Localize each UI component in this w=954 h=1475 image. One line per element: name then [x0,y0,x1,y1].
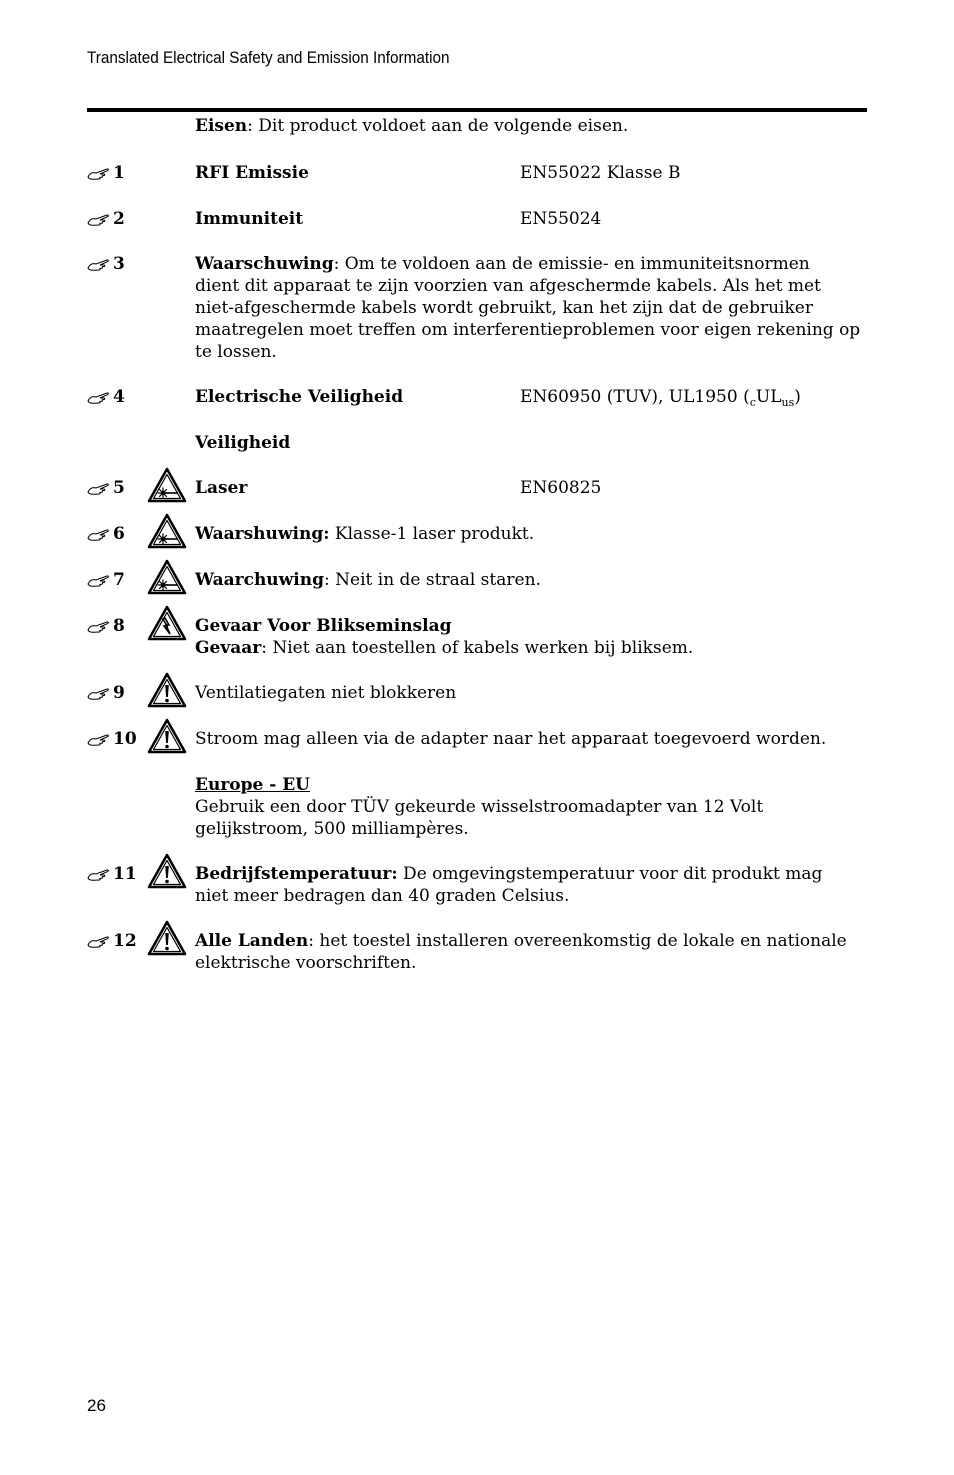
header-rule [87,108,867,112]
item-text: Klasse-1 laser produkt. [329,524,535,544]
item-text-line: De omgevingstemperatuur voor dit produkt mag [397,864,823,884]
pointing-hand-icon [87,258,109,272]
item-label: Bedrijfstemperatuur: [195,864,398,884]
laser-warning-icon [147,467,187,503]
pointing-hand-icon [87,868,109,882]
pointing-hand-icon [87,935,109,949]
item-number: 3 [113,254,125,274]
item-value: EN60950 (TUV), UL1950 $(_cUL_{us})$ [520,387,801,409]
caution-icon [147,853,187,889]
item-label: Waarchuwing [195,570,325,590]
pointing-hand-icon [87,687,109,701]
item-text-line: dient dit apparaat te zijn voorzien van afgeschermde kabels. Als het met [195,276,821,296]
pointing-hand-icon [87,574,109,588]
item-text: : Neit in de straal staren. [324,570,541,590]
item-text: Stroom mag alleen via de adapter naar het apparaat toegevoerd worden. [195,729,827,749]
region-heading: Europe - EU [195,775,310,795]
item-label: Alle Landen [195,931,309,951]
item-text-line: : Om te voldoen aan de emissie- en immuniteitsnormen [333,254,810,274]
item-number: 8 [113,616,125,636]
item-number: 10 [113,729,137,749]
region-text-line: gelijkstroom, 500 milliampères. [195,819,469,839]
intro-label: Eisen [195,116,248,136]
item-number: 4 [113,387,125,407]
item-value: EN55024 [520,209,602,229]
item-number: 11 [113,864,137,884]
item-label: RFI Emissie [195,163,309,183]
caution-icon [147,672,187,708]
pointing-hand-icon [87,733,109,747]
item-text-line: niet-afgeschermde kabels wordt gebruikt, kan het zijn dat de gebruiker [195,298,813,318]
item-text: Ventilatiegaten niet blokkeren [195,683,457,703]
item-label-secondary: Gevaar [195,638,262,658]
electric-shock-warning-icon [147,605,187,641]
pointing-hand-icon [87,528,109,542]
item-label: Waarschuwing [195,254,334,274]
region-text-line: Gebruik een door TÜV gekeurde wisselstroomadapter van 12 Volt [195,797,764,817]
intro-text: : Dit product voldoet aan de volgende eisen. [247,116,629,136]
item-number: 7 [113,570,125,590]
item-label: Laser [195,478,248,498]
item-label: Waarshuwing: [195,524,330,544]
caution-icon [147,718,187,754]
item-number: 1 [113,163,125,183]
pointing-hand-icon [87,167,109,181]
item-label: Electrische Veiligheid [195,387,404,407]
item-text-line: : het toestel installeren overeenkomstig de lokale en nationale [308,931,847,951]
pointing-hand-icon [87,482,109,496]
item-number: 2 [113,209,125,229]
item-label: Immuniteit [195,209,304,229]
item-text-line: elektrische voorschriften. [195,953,417,973]
item-text-line: maatregelen moet treffen om interferentieproblemen voor eigen rekening op [195,320,861,340]
page-number: 26 [87,1396,106,1415]
page-header: Translated Electrical Safety and Emission Information [87,48,450,67]
item-number: 9 [113,683,125,703]
laser-warning-icon [147,513,187,549]
item-value: EN55022 Klasse B [520,163,681,183]
pointing-hand-icon [87,213,109,227]
item-number: 5 [113,478,125,498]
caution-icon [147,920,187,956]
item-number: 6 [113,524,125,544]
pointing-hand-icon [87,620,109,634]
item-value: EN60825 [520,478,602,498]
pointing-hand-icon [87,391,109,405]
item-number: 12 [113,931,137,951]
laser-warning-icon [147,559,187,595]
item-label: Gevaar Voor Blikseminslag [195,616,452,636]
item-text: : Niet aan toestellen of kabels werken bij bliksem. [261,638,694,658]
item-text-line: niet meer bedragen dan 40 graden Celsius. [195,886,570,906]
item-text-line: te lossen. [195,342,277,362]
